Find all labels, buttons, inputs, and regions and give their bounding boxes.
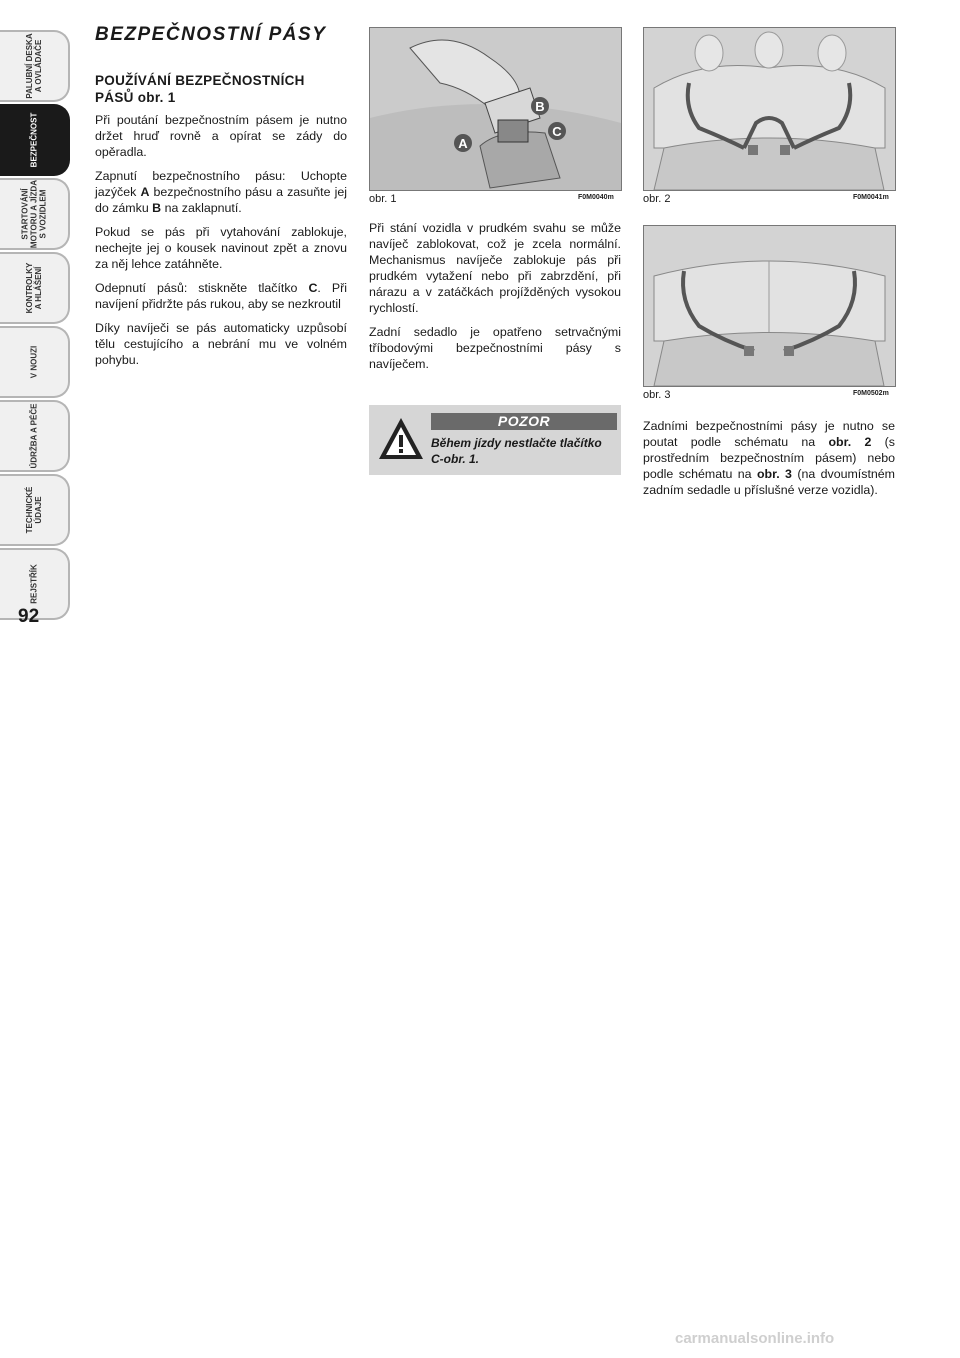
tab-label: TECHNICKÉ ÚDAJE [25,486,43,534]
warning-heading: POZOR [431,413,617,430]
figure-1-code: F0M0040m [578,194,614,201]
paragraph: Odepnutí pásů: stiskněte tlačítko C. Při navíjení přidržte pás rukou, aby se nezkroutil [95,281,347,311]
paragraph: Pokud se pás při vytahování zablokuje, nechejte jej o kousek navinout zpět a znovu za něj lehce zatáhněte. [95,225,347,271]
warning-triangle-icon [377,415,425,463]
tab-label: KONTROLKY A HLÁŠENÍ [25,262,43,314]
text-column-1 [95,72,347,376]
label-b: B [535,99,545,114]
tab-label: REJSTŘÍK [29,564,39,604]
tab-label: PALUBNÍ DESKA A OVLÁDAČE [25,33,43,99]
figure-1-seatbelt-buckle [369,27,622,191]
paragraph: Zapnutí bezpečnostního pásu: Uchopte jazýček A bezpečnostního pásu a zasuňte jej do zámku B na zaklapnutí. [95,169,347,215]
text-column-2 [369,220,621,380]
tab-label: BEZPEČNOST [29,112,39,168]
tab-kontrolky[interactable] [0,252,70,324]
tab-technicke-udaje[interactable] [0,474,70,546]
paragraph: Při stání vozidla v prudkém svahu se může navíječ zablokovat, což je zcela normální. Mechanismus navíječe zablokuje pás při prudkém vytažení nebo při zabrzdění, při nárazu a v zatáčkách projížděných vysokou rychlostí. [369,221,621,315]
warning-text: Během jízdy nestlačte tlačítko C-obr. 1. [431,436,602,466]
watermark: carmanualsonline.info [675,1330,835,1347]
figure-3-code: F0M0502m [853,390,889,397]
tab-v-nouzi[interactable] [0,326,70,398]
figure-3-caption: obr. 3 [643,389,671,401]
tab-startovani[interactable] [0,178,70,250]
tab-label: STARTOVÁNÍ MOTORU A JÍZDA S VOZIDLEM [20,179,48,249]
figure-2-rear-seat-three-belts [643,27,896,191]
figure-2-code: F0M0041m [853,194,889,201]
paragraph: Díky navíječi se pás automaticky uzpůsobí tělu cestujícího a nebrání mu ve volném pohybu. [95,321,347,367]
tab-label: ÚDRŽBA A PÉČE [29,403,39,469]
tab-palubni-deska[interactable] [0,30,70,102]
tab-label: V NOUZI [29,345,39,379]
label-a: A [458,136,468,151]
section-heading: POUŽÍVÁNÍ BEZPEČNOSTNÍCH PÁSŮ obr. 1 [95,73,305,105]
figure-3-rear-seat-two-belts [643,225,896,387]
figure-2-caption: obr. 2 [643,193,671,205]
paragraph: Zadními bezpečnostními pásy je nutno se poutat podle schématu na obr. 2 (s prostředním bezpečnostním pásem) nebo podle schématu na obr. 3 (na dvoumístném zadním sedadle u příslušné verze vozidla). [643,419,895,497]
warning-box [369,405,621,475]
text-column-3 [643,418,895,506]
label-c: C [552,124,562,139]
tab-udrzba[interactable] [0,400,70,472]
paragraph: Zadní sedadlo je opatřeno setrvačnými tříbodovými bezpečnostními pásy s navíječem. [369,325,621,371]
tab-bezpecnost[interactable] [0,104,70,176]
paragraph: Při poutání bezpečnostním pásem je nutno držet hruď rovně a opírat se zády do opěradla. [95,113,347,159]
page-number: 92 [18,606,40,627]
page-title: BEZPEČNOSTNÍ PÁSY [95,24,327,45]
figure-1-caption: obr. 1 [369,193,397,205]
